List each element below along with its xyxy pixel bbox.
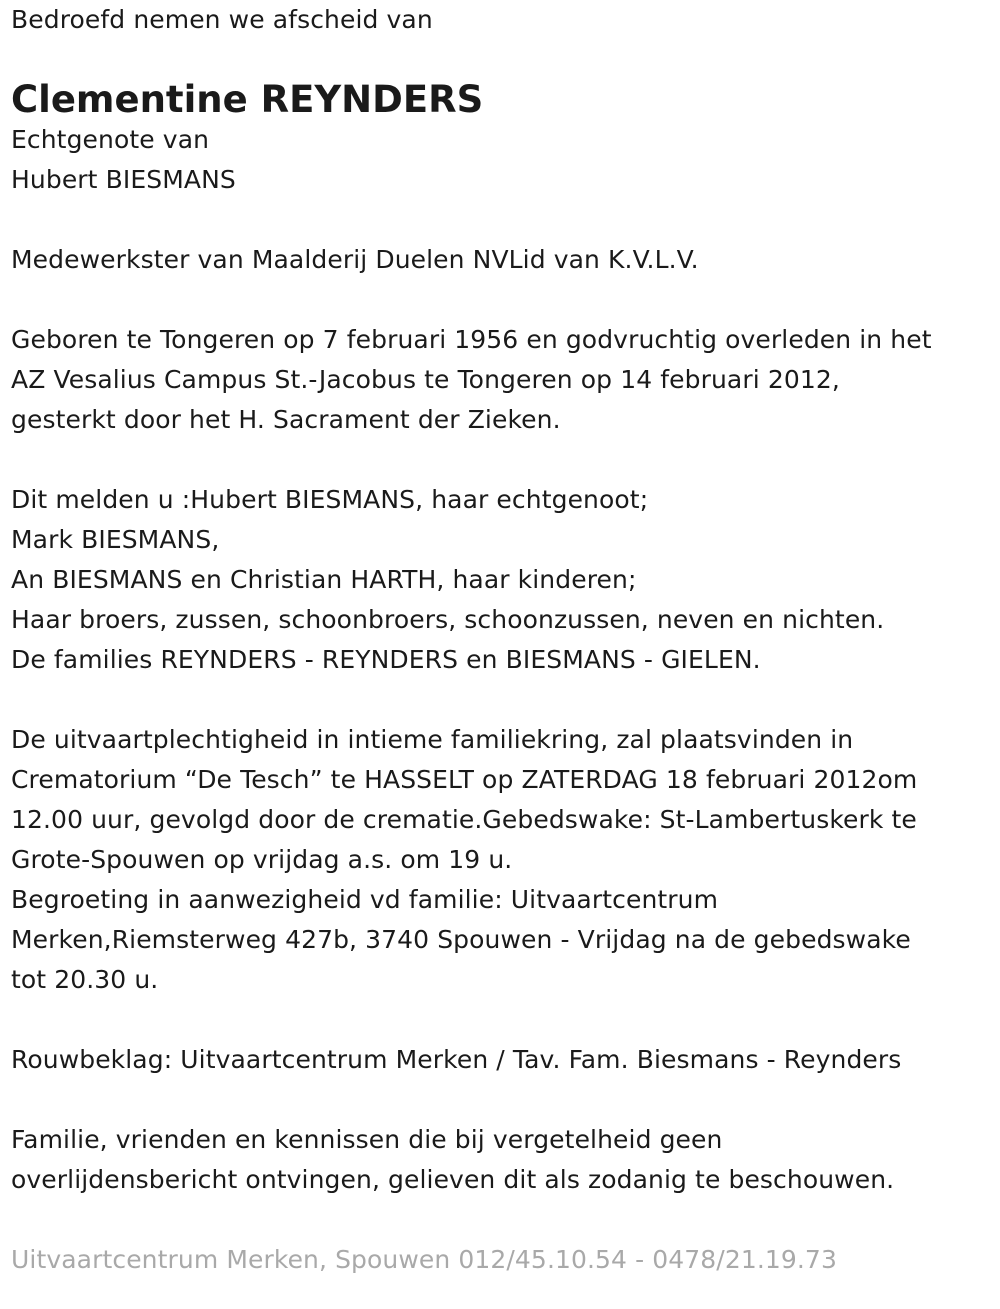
spacer xyxy=(11,1080,996,1120)
ceremony-line: tot 20.30 u. xyxy=(11,965,159,994)
announcer-line: Haar broers, zussen, schoonbroers, schoonzussen, neven en nichten. xyxy=(11,605,885,634)
notice-line: overlijdensbericht ontvingen, gelieven dit als zodanig te beschouwen. xyxy=(11,1165,895,1194)
announcer-line: De families REYNDERS - REYNDERS en BIESMANS - GIELEN. xyxy=(11,645,761,674)
announcer-line: Mark BIESMANS, xyxy=(11,525,220,554)
ceremony-line: De uitvaartplechtigheid in intieme familiekring, zal plaatsvinden in xyxy=(11,725,854,754)
announcers-paragraph xyxy=(11,480,996,680)
announcer-line: Dit melden u :Hubert BIESMANS, haar echtgenoot; xyxy=(11,485,649,514)
funeral-home-footer: Uitvaartcentrum Merken, Spouwen 012/45.10.54 - 0478/21.19.73 xyxy=(11,1245,837,1274)
spouse-name: Hubert BIESMANS xyxy=(11,165,236,194)
birth-death-line: AZ Vesalius Campus St.-Jacobus te Tongeren op 14 februari 2012, xyxy=(11,365,840,394)
ceremony-line: Begroeting in aanwezigheid vd familie: Uitvaartcentrum xyxy=(11,885,719,914)
spacer xyxy=(11,1200,996,1240)
ceremony-line: Crematorium “De Tesch” te HASSELT op ZATERDAG 18 februari 2012om xyxy=(11,765,918,794)
spacer xyxy=(11,440,996,480)
spacer xyxy=(11,680,996,720)
notice-line: Familie, vrienden en kennissen die bij vergetelheid geen xyxy=(11,1125,723,1154)
spacer xyxy=(11,200,996,240)
intro-text: Bedroefd nemen we afscheid van xyxy=(11,5,433,34)
ceremony-line: 12.00 uur, gevolgd door de crematie.Gebedswake: St-Lambertuskerk te xyxy=(11,805,917,834)
spacer xyxy=(11,40,996,80)
ceremony-line: Merken,Riemsterweg 427b, 3740 Spouwen - Vrijdag na de gebedswake xyxy=(11,925,911,954)
birth-death-line: Geboren te Tongeren op 7 februari 1956 en godvruchtig overleden in het xyxy=(11,325,932,354)
spacer xyxy=(11,1000,996,1040)
notice-paragraph xyxy=(11,1120,996,1200)
spouse-label: Echtgenote van xyxy=(11,125,210,154)
obituary-document xyxy=(11,0,996,1280)
spacer xyxy=(11,280,996,320)
condolences-text: Rouwbeklag: Uitvaartcentrum Merken / Tav. Fam. Biesmans - Reynders xyxy=(11,1045,902,1074)
occupation-text: Medewerkster van Maalderij Duelen NVLid van K.V.L.V. xyxy=(11,245,699,274)
deceased-name: Clementine REYNDERS xyxy=(11,78,484,121)
ceremony-line: Grote-Spouwen op vrijdag a.s. om 19 u. xyxy=(11,845,513,874)
ceremony-paragraph xyxy=(11,720,996,1000)
announcer-line: An BIESMANS en Christian HARTH, haar kinderen; xyxy=(11,565,637,594)
birth-death-paragraph xyxy=(11,320,996,440)
birth-death-line: gesterkt door het H. Sacrament der Zieken. xyxy=(11,405,561,434)
